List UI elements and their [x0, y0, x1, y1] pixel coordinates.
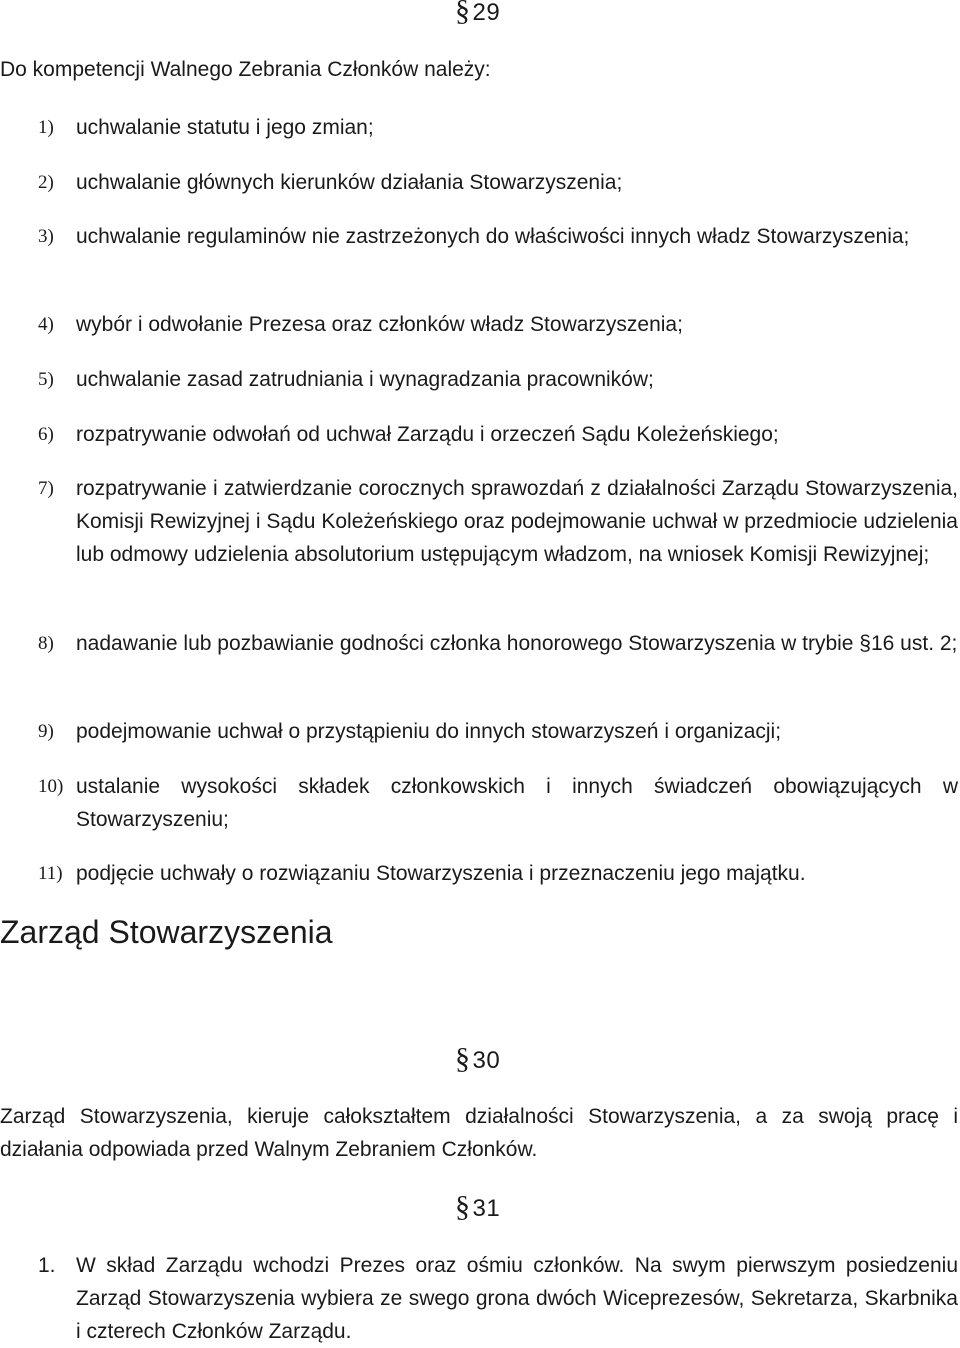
section-31-number: §31 — [455, 1190, 501, 1223]
section-29-number: §29 — [455, 0, 501, 27]
section-30-text: Zarząd Stowarzyszenia, kieruje całokształtem działalności Stowarzyszenia, a za swoją pracę i działania odpowiada przed Walnym Zebraniem Członków. — [0, 1105, 958, 1161]
section-30-number: §30 — [455, 1042, 501, 1075]
document-page: §29 Do kompetencji Walnego Zebrania Członków należy: 1) uchwalanie statutu i jego zmian; 2) uchwalanie głównych kierunków działania Stowarzyszenia; 3) uchwalanie regulaminów nie zastrzeżonych do właściwości innych władz Stowarzyszenia; 4) wybór i odwołanie Prezesa oraz członków władz Stowarzyszenia; 5) uchwalanie zasad zatrudniania i wynagradzania pracowników; 6) rozpatrywanie odwołań od uchwał Zarządu i orzeczeń Sądu Koleżeńskiego; 7) rozpatrywanie i zatwierdzanie corocznych sprawozdań z działalności Zarządu Stowarzyszenia, Komisji Rewizyjnej i Sądu Koleżeńskiego oraz podejmowanie uchwał w przedmiocie udzielenia lub odmowy udzielenia absolutorium ustępującym władzom, na wniosek Komisji Rewizyjnej; 8) nadawanie lub pozbawianie godności członka honorowego Stowarzyszenia w trybie §16 ust. 2; 9) podejmowanie uchwał o przystąpieniu do innych stowarzyszeń i organizacji; 10) ustalanie wysokości składek członkowskich i innych świadczeń obowiązujących w Stowarzyszeniu; 11) podjęcie uchwały o rozwiązaniu Stowarzyszenia i przeznaczeniu jego majątku. Zarząd Stowarzyszenia §30 Zarząd Stowarzyszenia, kieruje całokształtem działalności Stowarzyszenia, a za swoją pracę i działania odpowiada przed Walnym Zebraniem Członków. §31 1. W skład Zarządu wchodzi Prezes oraz ośmiu członków. Na swym pierwszym posiedzeniu Zarząd Stowarzyszenia wybiera ze swego grona dwóch Wiceprezesów, Sekretarza, Skarbnika i czterech Członków Zarządu. — [0, 0, 960, 1346]
chapter-heading: Zarząd Stowarzyszenia — [0, 914, 333, 950]
section-29-intro: Do kompetencji Walnego Zebrania Członków należy: — [0, 58, 491, 81]
